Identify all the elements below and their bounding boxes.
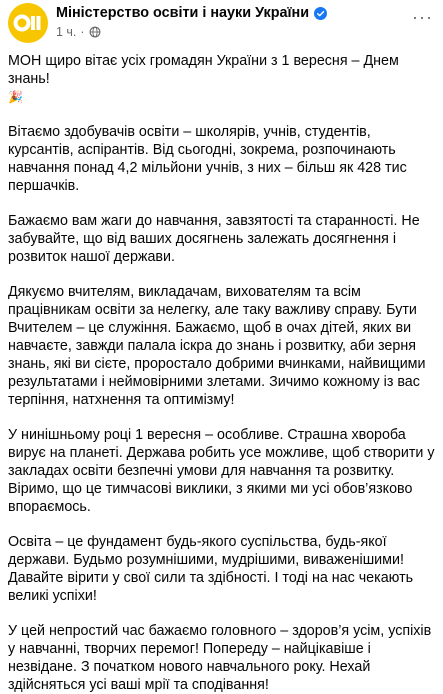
post-paragraph: Освіта – це фундамент будь-якого суспільства, будь-якої держави. Будьмо розумнішими, мудрішими, виваженішими! Давайте вірити у свої сили та здібності. І тоді на нас чекають великі успіхи! <box>8 534 414 604</box>
post-header <box>8 0 435 52</box>
globe-icon[interactable] <box>89 26 101 38</box>
page-name-row <box>56 5 327 21</box>
more-options-icon[interactable]: ··· <box>412 7 433 27</box>
party-popper-emoji: 🎉 <box>8 90 23 104</box>
verified-badge-icon <box>314 7 327 20</box>
post-paragraph: Бажаємо вам жаги до навчання, завзятості та старанності. Не забувайте, що від ваших досягнень залежать досягнення і розвиток нашої держави. <box>8 213 420 265</box>
post-meta <box>56 3 327 39</box>
page-avatar[interactable] <box>8 3 48 43</box>
page-name-link[interactable]: Міністерство освіти і науки України <box>56 5 310 21</box>
post-time-row <box>56 25 327 39</box>
post-body <box>8 52 435 694</box>
post-paragraph: Дякуємо вчителям, викладачам, вихователям та всім працівникам освіти за нелегку, але таку важливу справу. Бути Вчителем – це служіння. Бажаємо, щоб в очах дітей, яких ви навчаєте, завжди палала іскра до знань і розвитку, аби зерня знань, які ви сієте, проростало добрими вчинками, найвищими результатами і неймовірними злетами. Зичимо кожному із вас терпіння, натхнення та оптимізму! <box>8 284 426 408</box>
post-paragraph: У цей непростий час бажаємо головного – здоров’я усім, успіхів у навчанні, творчих перемог! Попереду – найцікавіше і незвідане. З початком нового навчального року. Нехай здійсняться усі ваші мрії та сподівання! <box>8 623 432 693</box>
post-paragraph: Вітаємо здобувачів освіти – школярів, учнів, студентів, курсантів, аспірантів. Від сьогодні, зокрема, розпочинають навчання понад 4,2 мільйони учнів, з них – більш як 428 тис першачків. <box>8 124 407 194</box>
mon-logo-icon <box>13 13 43 33</box>
post-paragraph: МОН щиро вітає усіх громадян України з 1 вересня – Днем знань! 🎉 <box>8 53 399 104</box>
post-timestamp-link[interactable]: 1 ч. <box>56 25 77 39</box>
separator-dot: · <box>80 25 85 39</box>
post-paragraph: У нинішньому році 1 вересня – особливе. Страшна хвороба вирує на планеті. Держава робить усе можливе, щоб створити у закладах освіти безпечні умови для навчання та розвитку. Віримо, що це тимчасові виклики, з якими ми усі обов’язково впораємось. <box>8 427 435 515</box>
